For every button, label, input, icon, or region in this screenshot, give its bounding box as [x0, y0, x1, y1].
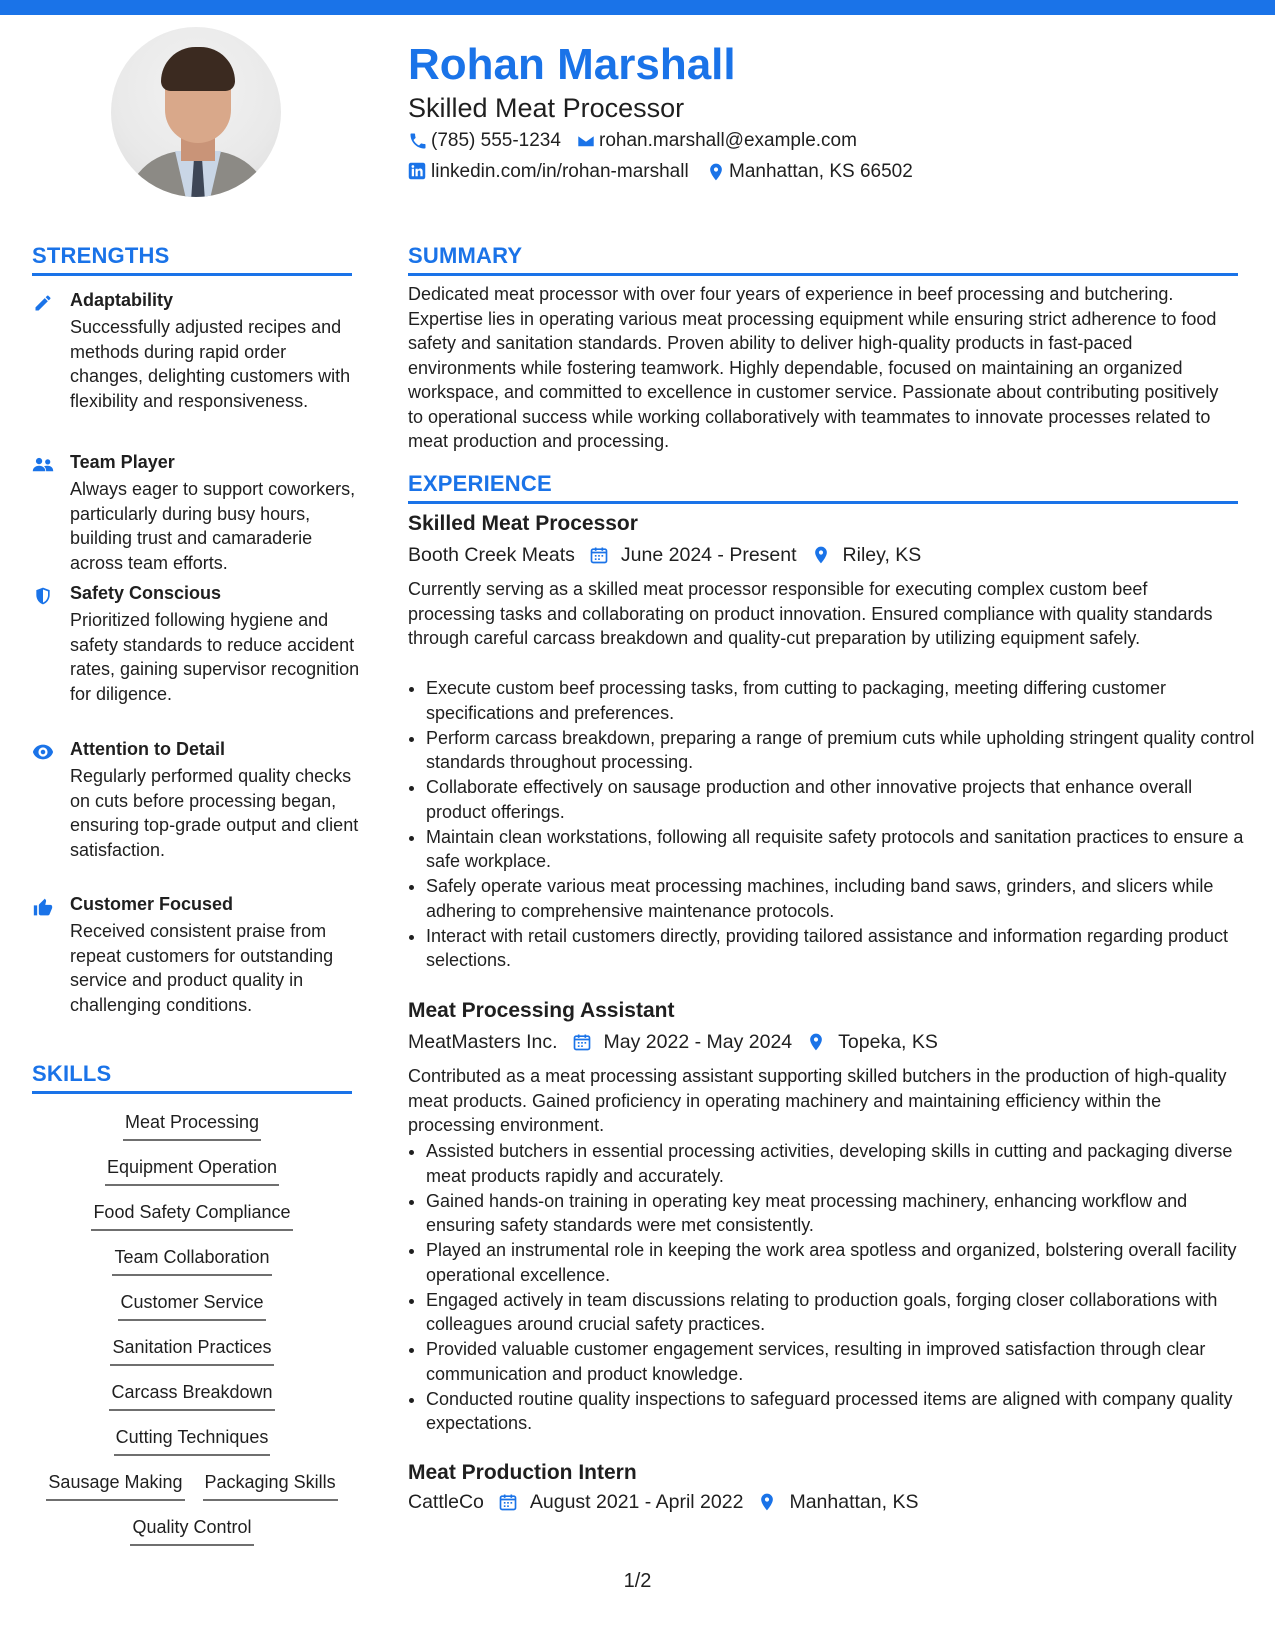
skills-list: [32, 1112, 352, 1562]
job-bullets: [408, 1139, 1256, 1436]
calendar-icon: [498, 1492, 520, 1514]
job-meta: [408, 544, 921, 567]
job-description: Currently serving as a skilled meat processor responsible for executing complex custom beef processing tasks and collaborating on product innovation. Ensured compliance with quality standards through careful carcass breakdown and quality-cut preparation by utilizing equipment safely.: [408, 579, 1213, 648]
strength-title: Safety Conscious: [70, 583, 222, 603]
users-icon: [32, 454, 54, 476]
strength-desc: Received consistent praise from repeat customers for outstanding service and product quality in challenging conditions.: [70, 921, 334, 1015]
candidate-title: Skilled Meat Processor: [408, 93, 685, 123]
phone-icon: [408, 131, 428, 151]
strength-desc: Regularly performed quality checks on cuts before processing began, ensuring top-grade output and client satisfaction.: [70, 766, 359, 860]
email-contact[interactable]: [576, 130, 857, 152]
bullet-item: • Conducted routine quality inspections to safeguard processed items are aligned with company quality expectations.: [426, 1387, 1256, 1436]
map-pin-icon: [706, 162, 726, 182]
job-dates: June 2024 - Present: [620, 544, 797, 566]
candidate-name: Rohan Marshall: [408, 40, 736, 89]
email-icon: [576, 131, 596, 151]
linkedin-icon: [408, 162, 428, 182]
job-meta: [408, 1031, 938, 1054]
skill-tag: Team Collaboration: [112, 1247, 271, 1276]
strengths-heading: STRENGTHS: [32, 243, 352, 276]
job-location: Topeka, KS: [838, 1031, 938, 1053]
skill-tag: Sanitation Practices: [110, 1337, 273, 1366]
skill-tag: Customer Service: [118, 1292, 265, 1321]
job-location: Manhattan, KS: [789, 1491, 919, 1513]
skill-tag: Food Safety Compliance: [91, 1202, 292, 1231]
bullet-item: • Execute custom beef processing tasks, from cutting to packaging, meeting differing customer specifications and preferences.: [426, 676, 1256, 725]
job-bullets: [408, 676, 1256, 973]
job-dates: August 2021 - April 2022: [529, 1491, 744, 1513]
job-company: CattleCo: [408, 1491, 484, 1513]
phone-contact: [408, 130, 561, 152]
linkedin-text[interactable]: linkedin.com/in/rohan-marshall: [431, 161, 689, 182]
skill-tag: Sausage Making: [46, 1472, 184, 1501]
job-description: Contributed as a meat processing assistant supporting skilled butchers in the production of high-quality meat products. Gained proficiency in operating machinery and maintaining efficiency within the processing environment.: [408, 1066, 1227, 1135]
map-pin-icon: [811, 545, 833, 567]
skill-tag: Carcass Breakdown: [109, 1382, 274, 1411]
skill-tag: Meat Processing: [123, 1112, 261, 1141]
skill-tag: Quality Control: [130, 1517, 253, 1546]
shield-icon: [32, 585, 54, 607]
job-company: MeatMasters Inc.: [408, 1031, 558, 1053]
pencil-icon: [32, 292, 54, 314]
skills-heading: SKILLS: [32, 1061, 352, 1094]
strength-title: Team Player: [70, 452, 175, 472]
profile-photo: [111, 27, 281, 197]
bullet-item: • Interact with retail customers directly, providing tailored assistance and information regarding product selections.: [426, 924, 1256, 973]
bullet-item: • Assisted butchers in essential processing activities, developing skills in cutting and packaging diverse meat products rapidly and accurately.: [426, 1139, 1256, 1188]
job-location: Riley, KS: [842, 544, 922, 566]
strength-title: Adaptability: [70, 290, 174, 310]
strength-desc: Always eager to support coworkers, particularly during busy hours, building trust and camaraderie across team efforts.: [70, 479, 356, 573]
eye-icon: [32, 741, 54, 763]
linkedin-contact[interactable]: [408, 161, 689, 183]
strength-title: Customer Focused: [70, 894, 234, 914]
location-text: Manhattan, KS 66502: [729, 161, 913, 182]
job-dates: May 2022 - May 2024: [603, 1031, 793, 1053]
bullet-item: • Provided valuable customer engagement services, resulting in improved satisfaction through clear communication and product knowledge.: [426, 1337, 1256, 1386]
bullet-item: • Safely operate various meat processing machines, including band saws, grinders, and slicers while adhering to comprehensive maintenance protocols.: [426, 874, 1256, 923]
summary-text: Dedicated meat processor with over four years of experience in beef processing and butchering. Expertise lies in operating various meat processing equipment while ensuring strict adherence to food safety and sanitation standards. Proven ability to deliver high-quality products in fast-paced environments while fostering teamwork. Highly dependable, focused on maintaining an organized workspace, and committed to excellence in customer service. Passionate about contributing positively to operational success while working collaboratively with teammates to innovate processes related to meat production and processing.: [408, 284, 1219, 451]
strength-desc: Prioritized following hygiene and safety standards to reduce accident rates, gaining supervisor recognition for diligence.: [70, 610, 360, 704]
summary-heading: SUMMARY: [408, 243, 1238, 276]
bullet-item: • Gained hands-on training in operating key meat processing machinery, enhancing workflow and ensuring safety standards were met consistently.: [426, 1189, 1256, 1238]
skill-tag: Packaging Skills: [203, 1472, 338, 1501]
bullet-item: • Played an instrumental role in keeping the work area spotless and organized, bolstering overall facility operational excellence.: [426, 1238, 1256, 1287]
top-accent-bar: [0, 0, 1275, 15]
job-title: Meat Production Intern: [408, 1461, 637, 1484]
skill-tag: Cutting Techniques: [114, 1427, 271, 1456]
strength-desc: Successfully adjusted recipes and methods during rapid order changes, delighting customers with flexibility and responsiveness.: [70, 317, 351, 411]
map-pin-icon: [757, 1492, 779, 1514]
job-company: Booth Creek Meats: [408, 544, 575, 566]
bullet-item: • Perform carcass breakdown, preparing a range of premium cuts while upholding stringent quality control standards throughout processing.: [426, 726, 1256, 775]
job-title: Meat Processing Assistant: [408, 999, 675, 1022]
phone-text: (785) 555-1234: [431, 130, 561, 151]
bullet-item: • Collaborate effectively on sausage production and other innovative projects that enhance overall product offerings.: [426, 775, 1256, 824]
email-text[interactable]: rohan.marshall@example.com: [599, 130, 857, 151]
thumbs-up-icon: [32, 896, 54, 918]
skill-tag: Equipment Operation: [105, 1157, 279, 1186]
strength-title: Attention to Detail: [70, 739, 225, 759]
experience-heading: EXPERIENCE: [408, 471, 1238, 504]
page-number: 1/2: [623, 1570, 652, 1592]
location-contact: [706, 161, 913, 183]
bullet-item: • Maintain clean workstations, following all requisite safety protocols and sanitation practices to ensure a safe workplace.: [426, 825, 1256, 874]
calendar-icon: [589, 545, 611, 567]
bullet-item: • Engaged actively in team discussions relating to production goals, forging closer collaborations with colleagues around crucial safety practices.: [426, 1288, 1256, 1337]
map-pin-icon: [806, 1032, 828, 1054]
calendar-icon: [572, 1032, 594, 1054]
job-meta: [408, 1491, 918, 1514]
job-title: Skilled Meat Processor: [408, 512, 638, 535]
